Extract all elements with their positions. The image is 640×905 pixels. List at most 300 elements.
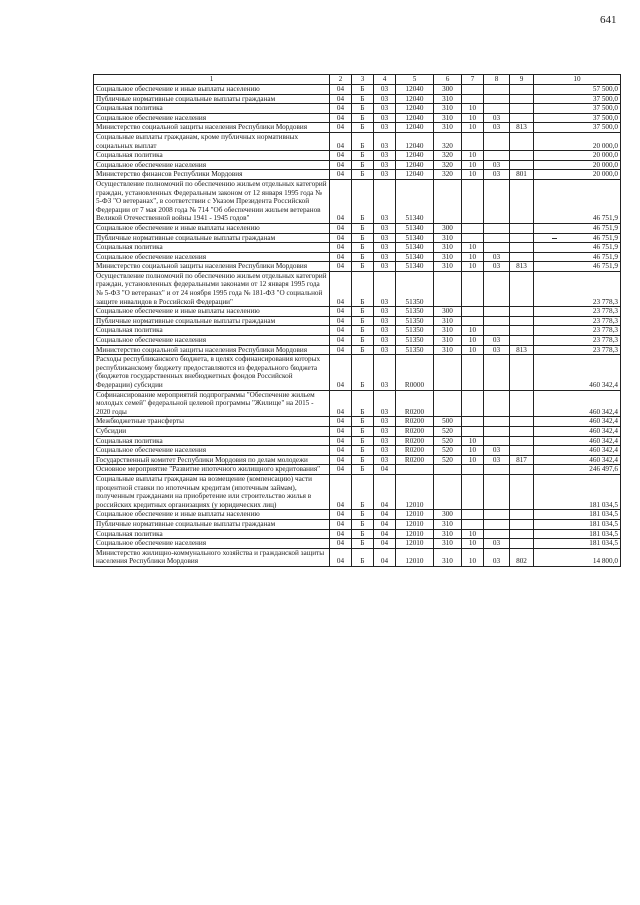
table-row: [94, 548, 621, 566]
table-row: [94, 417, 621, 427]
row-code-c6: 310: [434, 519, 462, 529]
row-code-c7: [462, 390, 484, 417]
row-code-c9: [510, 436, 534, 446]
row-code-c3: Б: [352, 233, 374, 243]
row-amount: 20 000,0: [534, 132, 621, 150]
row-code-c4: 03: [374, 417, 396, 427]
row-code-c4: 03: [374, 132, 396, 150]
row-code-c2: 04: [330, 548, 352, 566]
table-row: [94, 123, 621, 133]
table-row: [94, 539, 621, 549]
row-description: Социальное обеспечение населения: [94, 160, 330, 170]
row-code-c5: R0200: [396, 417, 434, 427]
row-code-c3: Б: [352, 113, 374, 123]
row-code-c7: [462, 474, 484, 509]
row-code-c5: 51350: [396, 307, 434, 317]
row-code-c6: [434, 179, 462, 223]
row-code-c7: 10: [462, 529, 484, 539]
row-code-c5: 12040: [396, 151, 434, 161]
row-code-c3: Б: [352, 104, 374, 114]
row-code-c5: R0200: [396, 426, 434, 436]
row-code-c4: 04: [374, 519, 396, 529]
row-code-c3: Б: [352, 510, 374, 520]
row-code-c4: 03: [374, 345, 396, 355]
row-description: Министерство жилищно-коммунального хозяйства и гражданской защиты населения Республики Мордовия: [94, 548, 330, 566]
table-row: [94, 455, 621, 465]
column-header: 7: [462, 75, 484, 85]
table-row: [94, 326, 621, 336]
row-code-c3: Б: [352, 170, 374, 180]
row-code-c2: 04: [330, 426, 352, 436]
row-code-c6: 300: [434, 307, 462, 317]
row-code-c4: 03: [374, 151, 396, 161]
table-row: [94, 170, 621, 180]
row-code-c9: [510, 326, 534, 336]
row-code-c3: Б: [352, 94, 374, 104]
row-code-c5: 51350: [396, 271, 434, 306]
column-header: 9: [510, 75, 534, 85]
row-code-c3: Б: [352, 436, 374, 446]
row-code-c3: Б: [352, 262, 374, 272]
row-amount: 20 000,0: [534, 151, 621, 161]
row-description: Расходы республиканского бюджета, в целях софинансирования которых республиканскому бюджету предоставляются из федерального бюджета (бюджетов государственных внебюджетных фондов Российской Федерации) субсидии: [94, 355, 330, 390]
table-header-row: [94, 75, 621, 85]
row-code-c7: [462, 355, 484, 390]
row-description: Субсидии: [94, 426, 330, 436]
row-code-c2: 04: [330, 85, 352, 95]
row-code-c9: [510, 465, 534, 475]
row-code-c4: 03: [374, 307, 396, 317]
row-code-c3: Б: [352, 179, 374, 223]
row-code-c3: Б: [352, 539, 374, 549]
row-code-c9: [510, 316, 534, 326]
row-code-c2: 04: [330, 510, 352, 520]
row-code-c8: 03: [484, 170, 510, 180]
row-code-c8: [484, 519, 510, 529]
row-code-c7: [462, 233, 484, 243]
row-code-c5: 12010: [396, 474, 434, 509]
table-row: [94, 252, 621, 262]
table-row: [94, 390, 621, 417]
row-code-c5: 51340: [396, 233, 434, 243]
row-code-c9: [510, 271, 534, 306]
row-description: Министерство финансов Республики Мордовия: [94, 170, 330, 180]
row-code-c9: [510, 132, 534, 150]
row-code-c6: 310: [434, 326, 462, 336]
row-code-c5: 12010: [396, 539, 434, 549]
table-row: [94, 436, 621, 446]
row-code-c6: 310: [434, 336, 462, 346]
row-code-c4: 03: [374, 426, 396, 436]
row-code-c2: 04: [330, 474, 352, 509]
row-code-c7: 10: [462, 446, 484, 456]
row-description: Социальное обеспечение населения: [94, 252, 330, 262]
row-code-c3: Б: [352, 529, 374, 539]
row-amount: 37 500,0: [534, 94, 621, 104]
row-code-c9: [510, 446, 534, 456]
row-code-c7: 10: [462, 104, 484, 114]
row-code-c9: [510, 243, 534, 253]
row-code-c8: [484, 465, 510, 475]
row-code-c6: 520: [434, 446, 462, 456]
row-code-c2: 04: [330, 179, 352, 223]
row-code-c5: 51340: [396, 262, 434, 272]
row-code-c8: 03: [484, 455, 510, 465]
row-code-c7: 10: [462, 262, 484, 272]
table-row: [94, 510, 621, 520]
row-code-c4: 04: [374, 548, 396, 566]
row-code-c6: 310: [434, 529, 462, 539]
row-code-c9: [510, 160, 534, 170]
row-code-c8: [484, 529, 510, 539]
row-code-c2: 04: [330, 132, 352, 150]
row-code-c5: 51340: [396, 179, 434, 223]
row-description: Публичные нормативные социальные выплаты гражданам: [94, 233, 330, 243]
row-code-c9: [510, 474, 534, 509]
row-code-c5: 51350: [396, 326, 434, 336]
row-amount: 460 342,4: [534, 436, 621, 446]
row-amount: 57 500,0: [534, 85, 621, 95]
row-code-c9: 817: [510, 455, 534, 465]
row-code-c3: Б: [352, 243, 374, 253]
row-code-c7: [462, 417, 484, 427]
row-code-c4: 03: [374, 446, 396, 456]
row-code-c8: [484, 179, 510, 223]
row-code-c6: 300: [434, 223, 462, 233]
row-code-c8: [484, 104, 510, 114]
row-code-c5: 51340: [396, 243, 434, 253]
row-code-c2: 04: [330, 243, 352, 253]
table-row: [94, 345, 621, 355]
row-code-c7: [462, 316, 484, 326]
row-code-c5: R0200: [396, 455, 434, 465]
row-code-c2: 04: [330, 465, 352, 475]
table-row: [94, 355, 621, 390]
row-code-c4: 03: [374, 271, 396, 306]
row-amount: 20 000,0: [534, 170, 621, 180]
row-code-c8: [484, 307, 510, 317]
row-code-c9: [510, 510, 534, 520]
row-amount: 46 751,9: [534, 262, 621, 272]
row-code-c7: 10: [462, 151, 484, 161]
row-description: Социальные выплаты гражданам на возмещение (компенсацию) части процентной ставки по ипотечным кредитам (ипотечным займам), полученным гражданами на приобретение или строительство жилья в российских кредитных организациях (у юридических лиц): [94, 474, 330, 509]
row-amount: 46 751,9: [534, 243, 621, 253]
column-header: 6: [434, 75, 462, 85]
row-code-c4: 03: [374, 233, 396, 243]
table-row: [94, 243, 621, 253]
row-description: Социальная политика: [94, 436, 330, 446]
row-description: Публичные нормативные социальные выплаты гражданам: [94, 94, 330, 104]
row-description: Социальное обеспечение и иные выплаты населению: [94, 223, 330, 233]
row-code-c6: 310: [434, 123, 462, 133]
row-code-c9: [510, 519, 534, 529]
row-code-c9: 813: [510, 345, 534, 355]
row-code-c5: R0200: [396, 446, 434, 456]
row-code-c4: 03: [374, 336, 396, 346]
row-code-c3: Б: [352, 85, 374, 95]
row-code-c2: 04: [330, 529, 352, 539]
row-code-c6: 310: [434, 104, 462, 114]
row-code-c3: Б: [352, 160, 374, 170]
column-header: 4: [374, 75, 396, 85]
row-code-c6: 310: [434, 243, 462, 253]
row-amount: 23 778,3: [534, 316, 621, 326]
row-code-c2: 04: [330, 262, 352, 272]
table-row: [94, 529, 621, 539]
row-code-c8: [484, 474, 510, 509]
table-row: [94, 262, 621, 272]
row-code-c6: [434, 390, 462, 417]
row-description: Социальное обеспечение и иные выплаты населению: [94, 510, 330, 520]
row-code-c3: Б: [352, 390, 374, 417]
row-code-c8: 03: [484, 252, 510, 262]
row-code-c8: [484, 151, 510, 161]
row-code-c9: [510, 307, 534, 317]
row-code-c6: 300: [434, 85, 462, 95]
row-code-c3: Б: [352, 326, 374, 336]
row-code-c4: 04: [374, 474, 396, 509]
row-code-c4: 03: [374, 252, 396, 262]
row-code-c8: [484, 85, 510, 95]
table-row: [94, 179, 621, 223]
row-code-c2: 04: [330, 160, 352, 170]
row-code-c7: 10: [462, 326, 484, 336]
row-description: Министерство социальной защиты населения Республики Мордовия: [94, 345, 330, 355]
row-code-c3: Б: [352, 271, 374, 306]
table-row: [94, 465, 621, 475]
row-code-c6: 310: [434, 539, 462, 549]
table-row: [94, 519, 621, 529]
row-amount: 460 342,4: [534, 390, 621, 417]
row-code-c8: 03: [484, 160, 510, 170]
row-description: Социальное обеспечение и иные выплаты населению: [94, 85, 330, 95]
row-amount: 46 751,9: [534, 233, 621, 243]
row-code-c4: 04: [374, 465, 396, 475]
row-code-c2: 04: [330, 539, 352, 549]
row-code-c3: Б: [352, 426, 374, 436]
row-code-c4: 03: [374, 104, 396, 114]
row-code-c2: 04: [330, 307, 352, 317]
row-amount: 181 034,5: [534, 519, 621, 529]
row-code-c9: [510, 426, 534, 436]
row-description: Социальная политика: [94, 104, 330, 114]
row-code-c4: 03: [374, 436, 396, 446]
row-amount: 20 000,0: [534, 160, 621, 170]
row-code-c9: 802: [510, 548, 534, 566]
row-code-c6: 520: [434, 455, 462, 465]
column-header: 3: [352, 75, 374, 85]
row-code-c6: 320: [434, 160, 462, 170]
table-row: [94, 307, 621, 317]
row-code-c3: Б: [352, 417, 374, 427]
row-amount: 181 034,5: [534, 529, 621, 539]
row-code-c2: 04: [330, 104, 352, 114]
row-code-c7: [462, 519, 484, 529]
row-code-c4: 03: [374, 455, 396, 465]
row-code-c9: [510, 252, 534, 262]
row-code-c6: 320: [434, 170, 462, 180]
row-code-c9: [510, 151, 534, 161]
row-code-c9: [510, 113, 534, 123]
row-description: Публичные нормативные социальные выплаты гражданам: [94, 316, 330, 326]
row-code-c7: 10: [462, 243, 484, 253]
row-description: Социальное обеспечение населения: [94, 336, 330, 346]
row-code-c2: 04: [330, 519, 352, 529]
table-row: [94, 132, 621, 150]
row-code-c4: 04: [374, 539, 396, 549]
row-code-c2: 04: [330, 151, 352, 161]
row-code-c7: [462, 271, 484, 306]
row-amount: 14 800,0: [534, 548, 621, 566]
row-description: Министерство социальной защиты населения Республики Мордовия: [94, 262, 330, 272]
row-amount: 37 500,0: [534, 123, 621, 133]
row-code-c8: 03: [484, 336, 510, 346]
row-code-c4: 03: [374, 85, 396, 95]
row-code-c9: 801: [510, 170, 534, 180]
column-header: 8: [484, 75, 510, 85]
row-code-c7: [462, 307, 484, 317]
row-code-c8: [484, 132, 510, 150]
row-code-c3: Б: [352, 519, 374, 529]
row-code-c7: 10: [462, 455, 484, 465]
row-code-c9: [510, 355, 534, 390]
row-code-c8: [484, 417, 510, 427]
row-code-c3: Б: [352, 132, 374, 150]
row-code-c9: [510, 223, 534, 233]
table-row: [94, 160, 621, 170]
table-row: [94, 113, 621, 123]
row-code-c8: [484, 426, 510, 436]
row-code-c7: [462, 94, 484, 104]
row-code-c7: 10: [462, 539, 484, 549]
row-code-c4: 03: [374, 94, 396, 104]
table-row: [94, 104, 621, 114]
row-code-c6: [434, 474, 462, 509]
row-code-c8: 03: [484, 446, 510, 456]
row-code-c4: 03: [374, 262, 396, 272]
row-code-c9: 813: [510, 262, 534, 272]
stray-mark: [552, 238, 557, 239]
row-code-c6: 310: [434, 252, 462, 262]
row-code-c4: 03: [374, 223, 396, 233]
row-code-c8: [484, 316, 510, 326]
row-code-c2: 04: [330, 326, 352, 336]
row-code-c9: [510, 336, 534, 346]
row-code-c4: 04: [374, 510, 396, 520]
row-code-c9: [510, 104, 534, 114]
row-description: Основное мероприятие "Развитие ипотечного жилищного кредитования": [94, 465, 330, 475]
row-code-c7: [462, 85, 484, 95]
row-code-c7: [462, 179, 484, 223]
column-header: 1: [94, 75, 330, 85]
row-amount: 460 342,4: [534, 455, 621, 465]
row-code-c2: 04: [330, 436, 352, 446]
row-amount: 46 751,9: [534, 223, 621, 233]
row-code-c7: 10: [462, 336, 484, 346]
row-code-c5: 12040: [396, 123, 434, 133]
table-row: [94, 271, 621, 306]
row-code-c4: 03: [374, 355, 396, 390]
row-code-c5: 12040: [396, 160, 434, 170]
column-header: 5: [396, 75, 434, 85]
row-code-c8: 03: [484, 262, 510, 272]
row-code-c5: 51350: [396, 316, 434, 326]
row-code-c8: [484, 271, 510, 306]
row-code-c7: [462, 510, 484, 520]
row-code-c6: 310: [434, 316, 462, 326]
row-code-c2: 04: [330, 123, 352, 133]
row-code-c9: [510, 85, 534, 95]
row-code-c4: 03: [374, 123, 396, 133]
row-code-c8: 03: [484, 548, 510, 566]
row-code-c2: 04: [330, 455, 352, 465]
row-code-c5: 12040: [396, 132, 434, 150]
row-code-c9: [510, 94, 534, 104]
table-row: [94, 336, 621, 346]
row-code-c3: Б: [352, 336, 374, 346]
row-amount: 23 778,3: [534, 307, 621, 317]
row-code-c8: 03: [484, 539, 510, 549]
row-code-c8: [484, 233, 510, 243]
row-code-c6: 310: [434, 113, 462, 123]
row-code-c7: 10: [462, 548, 484, 566]
row-description: Социальная политика: [94, 151, 330, 161]
row-code-c8: [484, 510, 510, 520]
row-code-c6: 320: [434, 151, 462, 161]
row-description: Социальное обеспечение населения: [94, 539, 330, 549]
row-code-c8: [484, 436, 510, 446]
row-code-c7: 10: [462, 160, 484, 170]
table-row: [94, 85, 621, 95]
row-code-c6: 520: [434, 426, 462, 436]
row-code-c8: [484, 390, 510, 417]
row-code-c2: 04: [330, 336, 352, 346]
row-code-c4: 03: [374, 170, 396, 180]
row-code-c4: 03: [374, 160, 396, 170]
row-code-c6: 520: [434, 436, 462, 446]
row-code-c4: 03: [374, 390, 396, 417]
row-code-c2: 04: [330, 233, 352, 243]
row-amount: 37 500,0: [534, 104, 621, 114]
row-code-c5: 12040: [396, 113, 434, 123]
row-code-c4: 03: [374, 179, 396, 223]
row-code-c5: 12010: [396, 548, 434, 566]
row-code-c3: Б: [352, 474, 374, 509]
row-description: Социальная политика: [94, 243, 330, 253]
row-code-c2: 04: [330, 94, 352, 104]
table-row: [94, 446, 621, 456]
row-code-c7: [462, 465, 484, 475]
table-row: [94, 223, 621, 233]
row-amount: 460 342,4: [534, 426, 621, 436]
table-row: [94, 233, 621, 243]
row-code-c2: 04: [330, 113, 352, 123]
row-description: Софинансирование мероприятий подпрограммы "Обеспечение жильем молодых семей" федеральной целевой программы "Жилище" на 2015 - 2020 годы: [94, 390, 330, 417]
row-code-c5: R0000: [396, 355, 434, 390]
row-code-c3: Б: [352, 548, 374, 566]
row-code-c3: Б: [352, 345, 374, 355]
row-code-c9: [510, 233, 534, 243]
row-amount: 460 342,4: [534, 417, 621, 427]
row-description: Социальное обеспечение населения: [94, 446, 330, 456]
row-code-c8: 03: [484, 345, 510, 355]
row-description: Социальная политика: [94, 529, 330, 539]
row-code-c3: Б: [352, 151, 374, 161]
row-code-c3: Б: [352, 307, 374, 317]
row-code-c3: Б: [352, 355, 374, 390]
row-amount: 460 342,4: [534, 355, 621, 390]
column-header: 2: [330, 75, 352, 85]
